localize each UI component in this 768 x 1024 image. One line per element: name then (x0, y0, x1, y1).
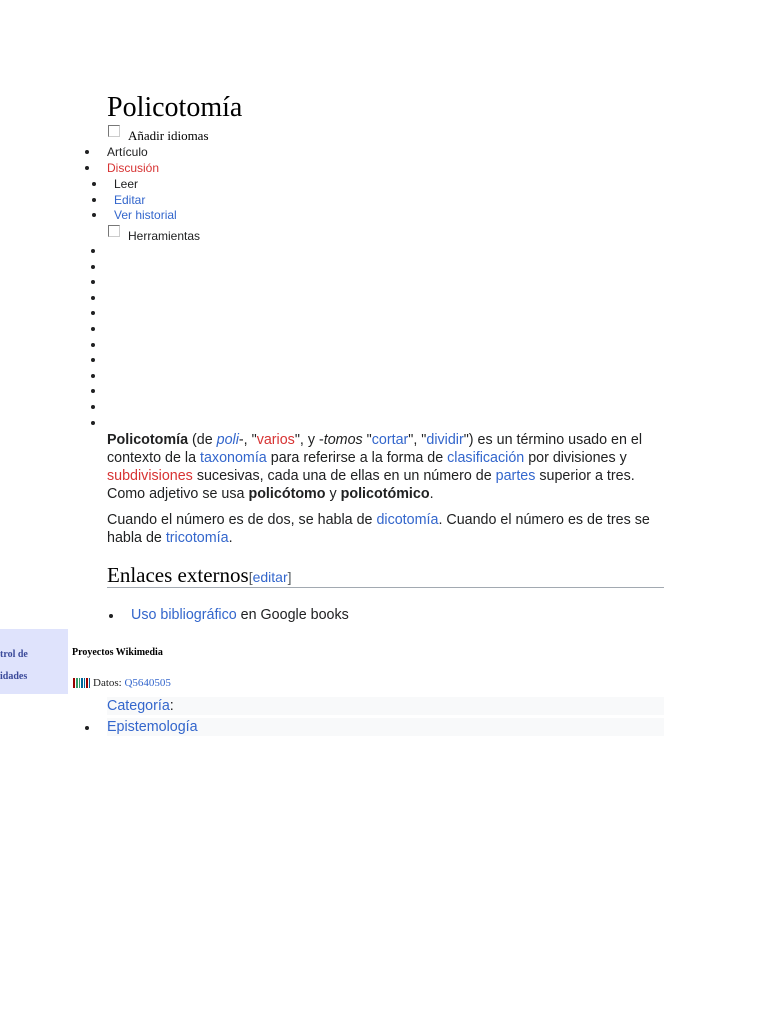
empty-list-bullet (91, 296, 95, 300)
list-bullet (92, 213, 96, 217)
empty-list-bullet (91, 249, 95, 253)
list-item-external (131, 606, 349, 624)
section-edit-link[interactable]: editar (252, 569, 288, 585)
text-run: para referirse a la forma de (266, 450, 448, 466)
colon: : (169, 698, 174, 714)
text-run: y (325, 486, 341, 502)
text-run: ", " (408, 432, 427, 448)
tools-label[interactable]: Herramientas (128, 229, 201, 243)
empty-list-bullet (91, 374, 95, 378)
text-run: Cuando el número es de dos, se habla de (107, 512, 377, 528)
authority-control-line2[interactable]: idades (0, 671, 28, 682)
link-taxonomia[interactable]: taxonomía (200, 450, 267, 466)
second-paragraph (107, 511, 663, 547)
text-run: superior a tres. Como adjetivo se usa (107, 468, 635, 502)
text-run: (de (188, 432, 217, 448)
empty-list-bullet (91, 265, 95, 269)
text-run: ") es un término usado en el contexto de la (107, 432, 643, 466)
section-edit-wrapper (249, 569, 292, 585)
text-run: -, " (238, 432, 257, 448)
tools-checkbox[interactable] (108, 225, 120, 237)
link-tricotomia[interactable]: tricotomía (165, 530, 229, 546)
list-bullet (109, 614, 113, 618)
tomos-italic: tomos (323, 432, 363, 448)
bracket: [ (248, 569, 253, 585)
tab-history[interactable]: Ver historial (114, 208, 177, 222)
empty-list-bullet (91, 311, 95, 315)
term-policotomo: policótomo (248, 486, 326, 502)
text-run: sucesivas, cada una de ellas en un número de (192, 468, 496, 484)
category-label-link[interactable]: Categoría (107, 698, 170, 714)
bracket: ] (287, 569, 292, 585)
text-run: por divisiones y (524, 450, 627, 466)
link-dividir[interactable]: dividir (426, 432, 464, 448)
link-poli[interactable]: poli (216, 432, 239, 448)
authority-control-box (0, 629, 68, 694)
link-partes[interactable]: partes (495, 468, 536, 484)
page-title: Policotomía (107, 92, 243, 123)
list-bullet (92, 198, 96, 202)
text-run: . (228, 530, 233, 546)
text-run: en Google books (236, 607, 349, 623)
text-run: ", y - (294, 432, 324, 448)
empty-list-bullet (91, 327, 95, 331)
link-cortar[interactable]: cortar (371, 432, 409, 448)
text-run: . Cuando el número es de tres se habla de (107, 512, 650, 546)
term-bold: Policotomía (107, 432, 189, 448)
wikidata-icon (73, 678, 90, 688)
tab-edit[interactable]: Editar (114, 193, 146, 207)
category-link-epistemologia[interactable]: Epistemología (107, 719, 198, 735)
list-bullet (85, 166, 89, 170)
link-subdivisiones[interactable]: subdivisiones (107, 468, 193, 484)
list-bullet (92, 182, 96, 186)
authority-control-line1[interactable]: trol de (0, 649, 28, 660)
section-heading-external-links (107, 561, 664, 588)
empty-list-bullet (91, 405, 95, 409)
wikidata-label: Datos: (93, 677, 125, 689)
link-dicotomia[interactable]: dicotomía (376, 512, 439, 528)
empty-list-bullet (91, 389, 95, 393)
tab-read[interactable]: Leer (114, 177, 139, 191)
list-bullet (85, 150, 89, 154)
wikimedia-projects-label: Proyectos Wikimedia (72, 647, 163, 658)
link-uso-bibliografico[interactable]: Uso bibliográfico (131, 607, 237, 623)
add-languages-label[interactable]: Añadir idiomas (128, 128, 209, 143)
link-varios[interactable]: varios (256, 432, 295, 448)
languages-checkbox[interactable] (108, 125, 120, 137)
empty-list-bullet (91, 343, 95, 347)
section-heading-text: Enlaces externos (107, 563, 249, 587)
empty-list-bullet (91, 280, 95, 284)
term-policotomico: policotómico (340, 486, 430, 502)
link-clasificacion[interactable]: clasificación (447, 450, 525, 466)
empty-list-bullet (91, 358, 95, 362)
text-run: " (362, 432, 372, 448)
tab-article[interactable]: Artículo (107, 145, 148, 159)
intro-paragraph (107, 431, 663, 503)
tab-discussion[interactable]: Discusión (107, 161, 160, 175)
text-run: . (429, 486, 434, 502)
empty-list-bullet (91, 421, 95, 425)
category-header (107, 697, 664, 715)
wikidata-link[interactable]: Q5640505 (124, 677, 171, 689)
wikidata-line (93, 677, 171, 689)
category-list (107, 718, 664, 736)
list-bullet (85, 726, 89, 730)
